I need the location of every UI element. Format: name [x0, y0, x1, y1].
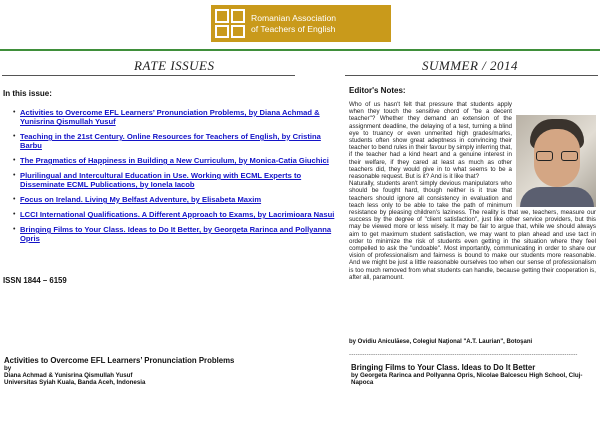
logo-text-line1: Romanian Association [251, 12, 337, 23]
issn-number: ISSN 1844 – 6159 [3, 276, 67, 285]
toc-item [13, 210, 343, 219]
in-this-issue-heading: In this issue: [3, 89, 52, 98]
toc-item [13, 132, 343, 150]
rate-logo[interactable] [211, 5, 391, 42]
toc-link-plurilingual[interactable]: Plurilingual and Intercultural Education in Use. Working with ECML Experts to Disseminate ECML Publications, by Ionela Iacob [20, 171, 302, 189]
toc-item [13, 156, 343, 165]
glasses-icon [536, 151, 578, 161]
left-article-authors: Diana Achmad & Yunisrina Qismullah Yusuf [4, 372, 133, 379]
banner-rate-issues: RATE ISSUES [134, 58, 215, 73]
toc-link-online-resources[interactable]: Teaching in the 21st Century. Online Resources for Teachers of English, by Cristina Barbu [20, 132, 321, 150]
editor-portrait-photo [516, 115, 596, 207]
left-article-preview [4, 356, 334, 386]
banner-rule-right [345, 75, 598, 76]
banner-rule-left [2, 75, 295, 76]
logo-text [251, 13, 336, 35]
toc-link-films[interactable]: Bringing Films to Your Class. Ideas to Do It Better, by Georgeta Rarinca and Pollyanna Opris [20, 225, 332, 243]
editor-paragraph-1: Who of us hasn't felt that pressure that students apply when they touch the sensitive chord of "be a decent teacher"? Whether they demand an extension of the assignment deadline, the delaying of a test, turning a blind eye to truancy or even unmerited high grades/marks, students often show great adeptness in convincing their teacher to bend rules in their favour by simply inferring that, if the teacher had a kind heart and a genuine interest in their welfare, if they cared at least as much as other teachers did, they would give in to what seems to be a reasonable request. But is it? And is it like that? [349, 101, 512, 181]
right-article-preview [351, 363, 599, 386]
rate-logo-icon [215, 9, 245, 38]
toc-item [13, 108, 343, 126]
editor-notes-body [349, 101, 596, 337]
left-article-by: by [4, 365, 12, 372]
toc-link-pronunciation[interactable]: Activities to Overcome EFL Learners’ Pronunciation Problems, by Diana Achmad & Yunisrina Qismullah Yusuf [20, 108, 320, 126]
toc-link-ireland[interactable]: Focus on Ireland. Living My Belfast Adventure, by Elisabeta Maxim [20, 195, 262, 204]
header-divider [0, 49, 600, 51]
table-of-contents [13, 108, 343, 249]
editor-byline: by Ovidiu Aniculăese, Colegiul Naţional "A.T. Laurian", Botoşani [349, 339, 533, 345]
right-article-authors: by Georgeta Rarinca and Pollyanna Opris, Nicolae Balcescu High School, Cluj-Napoca [351, 372, 583, 386]
toc-item [13, 225, 343, 243]
editor-notes-heading: Editor's Notes: [349, 86, 406, 95]
toc-item [13, 195, 343, 204]
banner-issue-date: SUMMER / 2014 [422, 58, 519, 73]
left-article-affiliation: Universitas Syiah Kuala, Banda Aceh, Indonesia [4, 379, 146, 386]
left-article-title: Activities to Overcome EFL Learners’ Pronunciation Problems [4, 356, 235, 365]
editor-paragraph-2: Naturally, students aren't simply devious manipulators who should be fought hard, though neither is it true that teachers should ignore all consistency in evaluation and teach less only to be able to take the path of minimum resistance by pleasing children's laziness. The reality is that we, teachers, measure our success by the degree of "client satisfaction", just like other service providers, but this may be viewed more or less wisely. It may be fair to argue that, while we should always aim to get maximum student satisfaction, we may want to plan ahead and use tact in order to minimize the risk of students even getting in the situation where they feel compelled to ask the "undoable". Most importantly, communicating in order to share our vision of professionalism and fairness is bound to make our students more reasonable. And we might be just a little reasonable ourselves too when our sense of professionalism is too much removed from what students can handle, because getting their cooperation is, after all, paramount. [349, 180, 596, 281]
toc-link-pragmatics[interactable]: The Pragmatics of Happiness in Building a New Curriculum, by Monica-Catia Giuchici [20, 156, 329, 165]
toc-link-lcci[interactable]: LCCI International Qualifications. A Different Approach to Exams, by Lacrimioara Nasui [20, 210, 335, 219]
right-article-title: Bringing Films to Your Class. Ideas to Do It Better [351, 363, 536, 372]
header-bar [0, 0, 600, 49]
toc-item [13, 171, 343, 189]
logo-text-line2: of Teachers of English [251, 23, 336, 34]
dashed-divider: -------------------------------------------------------------------------------------------------------- [349, 352, 578, 358]
